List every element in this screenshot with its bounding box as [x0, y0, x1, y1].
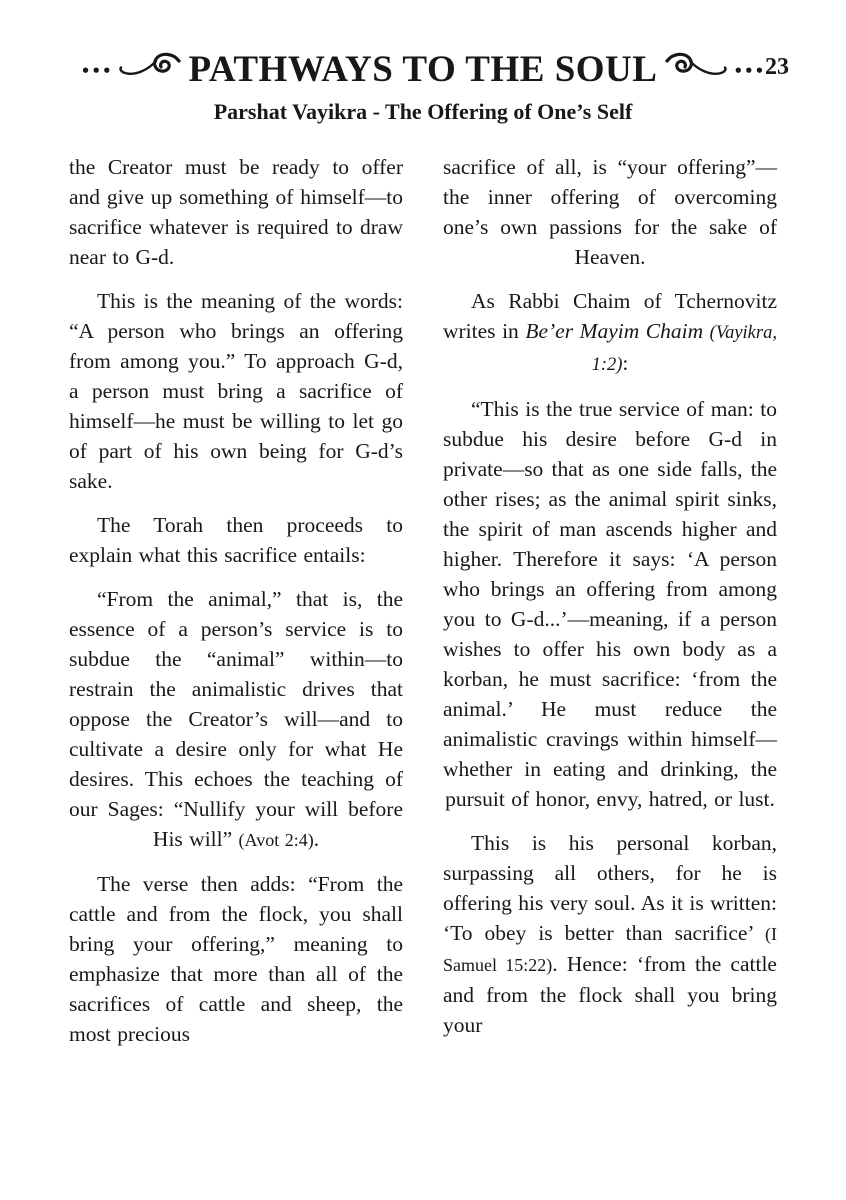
text-run: (I Samuel 15:22)	[443, 924, 777, 975]
text-run: “This is the true service of man: to subdue his desire before G-d in private—so that as one side falls, the other rises; as the animal spirit sinks, the spirit of man ascends higher and higher. Therefore it says: ‘A person who brings an offering from among you to G-d...’—meaning, if a person wishes to offer his own body as a korban, he must sacrifice: ‘from the animal.’ He must reduce the animalistic cravings within himself—whether in eating and drinking, the pursuit of honor, envy, hatred, or lust.	[443, 397, 777, 811]
text-run: :	[622, 351, 629, 375]
text-run: sacrifice of all, is “your offering”—the inner offering of overcoming one’s own passions for the sake of Heaven.	[443, 155, 777, 269]
page-header	[69, 44, 789, 125]
paragraph	[69, 510, 403, 570]
flourish-icon	[665, 51, 731, 85]
page-number: 23	[765, 54, 789, 80]
paragraph	[69, 152, 403, 272]
text-run: This is his personal korban, surpassing all others, for he is offering his very soul. As it is written: ‘To obey is better than sacrifice’	[443, 831, 777, 945]
paragraph	[69, 869, 403, 1049]
column-right	[443, 152, 777, 1063]
text-run: the Creator must be ready to offer and give up something of himself—to sacrifice whatever is required to draw near to G-d.	[69, 155, 403, 269]
text-run: .	[313, 827, 320, 851]
chapter-subtitle: Parshat Vayikra - The Offering of One’s Self	[213, 99, 633, 124]
text-run: As Rabbi Chaim of Tchernovitz writes in	[443, 289, 777, 343]
paragraph	[443, 828, 777, 1040]
paragraph	[69, 584, 403, 855]
text-body	[69, 152, 777, 1063]
text-run: Be’er Mayim Chaim	[525, 319, 710, 343]
text-run: “From the animal,” that is, the essence of a person’s service is to subdue the “animal” within—to restrain the animalistic drives that oppose the Creator’s will—and to cultivate a desire only for what He desires. This echoes the teaching of our Sages: “Nullify your will before His will”	[69, 587, 403, 851]
book-title: PATHWAYS TO THE SOUL	[188, 48, 658, 90]
paragraph	[443, 286, 777, 380]
ornament-dots-left: •••	[80, 61, 113, 80]
paragraph	[69, 286, 403, 496]
text-run: (Avot 2:4)	[238, 830, 314, 850]
text-run: This is the meaning of the words: “A person who brings an offering from among you.” To approach G-d, a person must bring a sacrifice of himself—he must be willing to let go of part of his own being for G-d’s sake.	[69, 289, 403, 493]
paragraph	[443, 152, 777, 272]
ornament-dots-right: •••	[733, 61, 766, 80]
title-row	[69, 44, 777, 92]
flourish-icon	[115, 51, 181, 85]
paragraph	[443, 394, 777, 814]
text-run: . Hence: ‘from the cattle and from the flock shall you bring your	[443, 952, 777, 1037]
ornament-left	[81, 51, 181, 85]
text-run: The verse then adds: “From the cattle and from the flock, you shall bring your offering,” meaning to emphasize that more than all of the sacrifices of cattle and sheep, the most precious	[69, 872, 403, 1046]
column-left	[69, 152, 403, 1063]
ornament-right	[665, 51, 765, 85]
text-run: The Torah then proceeds to explain what this sacrifice entails:	[69, 513, 403, 567]
text-run: (Vayikra, 1:2)	[591, 323, 777, 375]
